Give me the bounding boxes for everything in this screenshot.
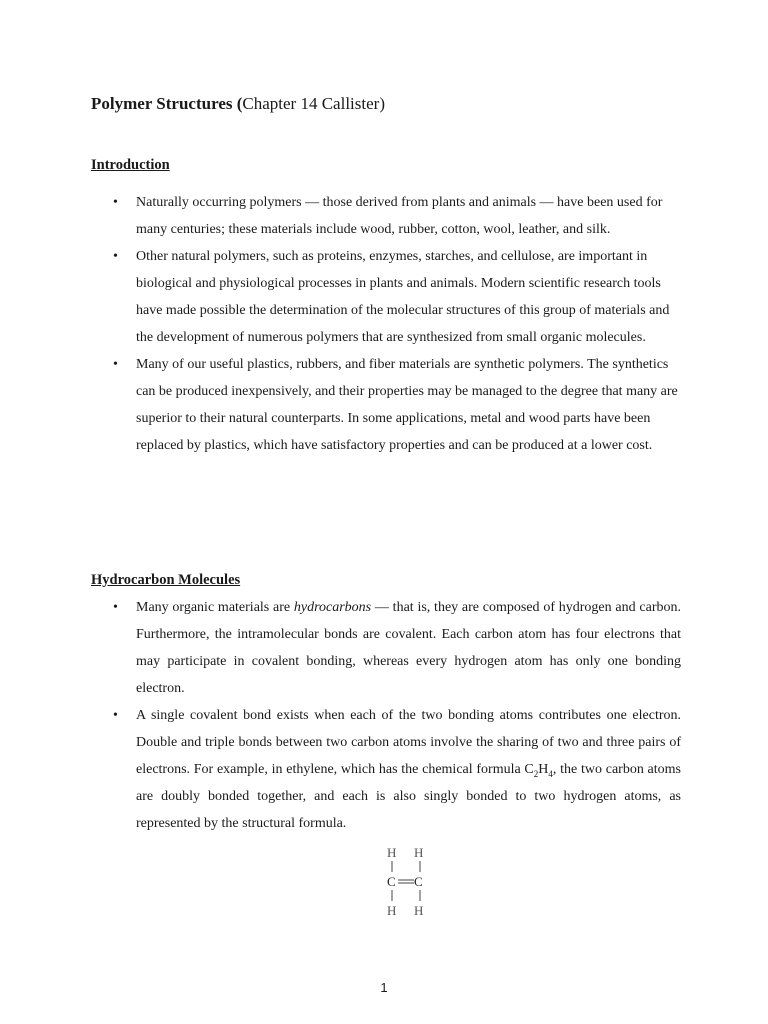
formula-atom-h-top-left: H	[387, 845, 397, 860]
list-item	[0, 243, 681, 351]
formula-subscript-c: 2	[533, 768, 539, 779]
page-number: 1	[380, 980, 388, 995]
introduction-bullet-list	[0, 189, 768, 459]
bullet-text-pre: A single covalent bond exists when each of the two bonding atoms contributes one electron. Double and triple bonds between two carbon atoms involve the sharing of two and three pairs of electrons. For example, in ethylene, which has the chemical formula C	[136, 708, 681, 777]
hydrocarbon-bullet-list	[0, 594, 768, 837]
bullet-text-pre: Many organic materials are	[136, 600, 294, 615]
bullet-text-post: , the two carbon atoms are doubly bonded together, and each is also singly bonded to two hydrogen atoms, as represented by the structural formula.	[136, 762, 682, 831]
bullet-icon: •	[113, 249, 118, 264]
bullet-text-post: — that is, they are composed of hydrogen and carbon. Furthermore, the intramolecular bonds are covalent. Each carbon atom has four electrons that may participate in covalent bonding, whereas every hydrogen atom has only one bonding electron.	[136, 600, 681, 696]
list-item	[0, 702, 681, 837]
title-rest: Chapter 14 Callister)	[242, 94, 385, 113]
formula-atom-c-right: C	[414, 874, 423, 889]
formula-atom-h-bottom-left: H	[387, 903, 397, 918]
bullet-icon: •	[113, 357, 118, 372]
bullet-text-italic: hydrocarbons	[293, 600, 372, 615]
bullet-text: Naturally occurring polymers — those derived from plants and animals — have been used for many centuries; these materials include wood, rubber, cotton, wool, leather, and silk.	[136, 195, 663, 237]
bullet-text: Many of our useful plastics, rubbers, and fiber materials are synthetic polymers. The synthetics can be produced inexpensively, and their properties may be managed to the degree that many are superior to their natural counterparts. In some applications, metal and wood parts have been replaced by plastics, which have satisfactory properties and can be produced at a lower cost.	[136, 357, 678, 453]
bullet-icon: •	[113, 195, 118, 210]
bullet-icon: •	[113, 708, 118, 723]
list-item	[0, 351, 681, 459]
formula-h: H	[538, 762, 549, 777]
section-heading-introduction: Introduction	[91, 157, 170, 173]
formula-atom-h-top-right: H	[414, 845, 424, 860]
ethylene-structural-formula	[382, 843, 434, 921]
title-paren: (	[232, 94, 243, 113]
list-item	[0, 189, 681, 243]
title-bold: Polymer Structures	[91, 94, 233, 113]
page-title	[91, 93, 385, 115]
section-heading-hydrocarbon: Hydrocarbon Molecules	[91, 572, 241, 588]
bullet-text: Other natural polymers, such as proteins, enzymes, starches, and cellulose, are important in biological and physiological processes in plants and animals. Modern scientific research tools have made possible the determination of the molecular structures of this group of materials and the development of numerous polymers that are synthesized from small organic molecules.	[136, 249, 670, 345]
list-item	[0, 594, 681, 702]
formula-atom-h-bottom-right: H	[414, 903, 424, 918]
bullet-icon: •	[113, 600, 118, 615]
formula-atom-c-left: C	[387, 874, 396, 889]
formula-subscript-h: 4	[548, 768, 553, 779]
